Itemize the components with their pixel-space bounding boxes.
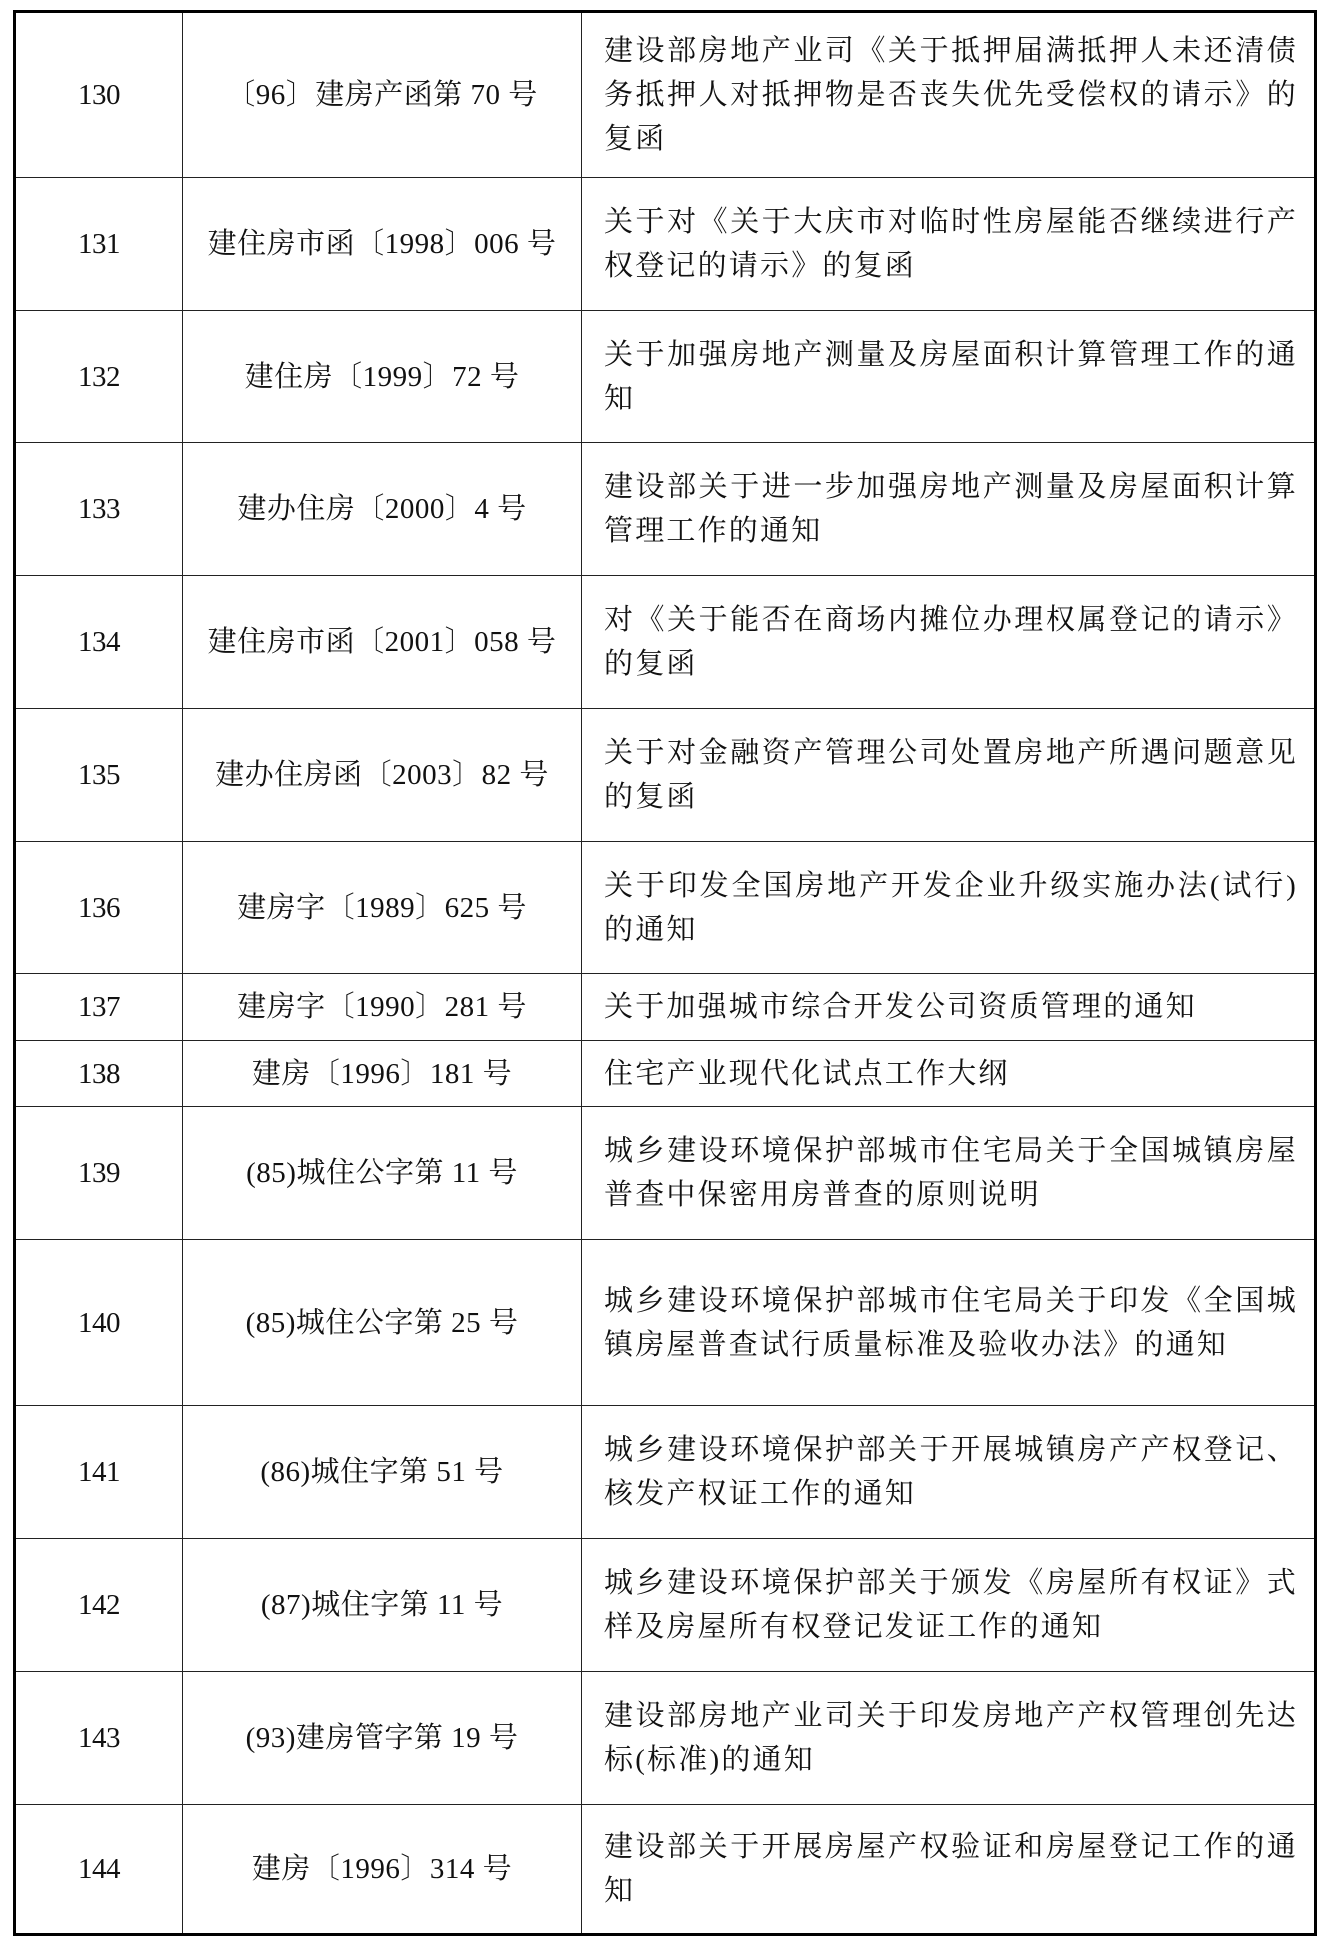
row-number: 137 — [15, 974, 183, 1041]
row-number: 131 — [15, 178, 183, 311]
document-title: 建设部关于开展房屋产权验证和房屋登记工作的通知 — [582, 1805, 1316, 1935]
table-row — [15, 311, 1316, 443]
table-body — [15, 12, 1316, 1935]
document-number: 建房〔1996〕314 号 — [183, 1805, 582, 1935]
document-title: 建设部关于进一步加强房地产测量及房屋面积计算管理工作的通知 — [582, 443, 1316, 576]
row-number: 140 — [15, 1240, 183, 1406]
document-title: 城乡建设环境保护部关于颁发《房屋所有权证》式样及房屋所有权登记发证工作的通知 — [582, 1539, 1316, 1672]
document-title: 关于印发全国房地产开发企业升级实施办法(试行)的通知 — [582, 842, 1316, 974]
document-number: 建房字〔1990〕281 号 — [183, 974, 582, 1041]
document-title: 城乡建设环境保护部关于开展城镇房产产权登记、核发产权证工作的通知 — [582, 1406, 1316, 1539]
table-row — [15, 178, 1316, 311]
regulations-table — [13, 10, 1317, 1936]
document-title: 建设部房地产业司《关于抵押届满抵押人未还清债务抵押人对抵押物是否丧失优先受偿权的请示》的复函 — [582, 12, 1316, 178]
document-title: 关于加强房地产测量及房屋面积计算管理工作的通知 — [582, 311, 1316, 443]
row-number: 130 — [15, 12, 183, 178]
table-row — [15, 443, 1316, 576]
document-number: (85)城住公字第 11 号 — [183, 1107, 582, 1240]
row-number: 144 — [15, 1805, 183, 1935]
row-number: 133 — [15, 443, 183, 576]
table-row — [15, 576, 1316, 709]
document-title: 建设部房地产业司关于印发房地产产权管理创先达标(标准)的通知 — [582, 1672, 1316, 1805]
document-title: 对《关于能否在商场内摊位办理权属登记的请示》的复函 — [582, 576, 1316, 709]
document-number: 建住房〔1999〕72 号 — [183, 311, 582, 443]
table-row — [15, 974, 1316, 1041]
document-title: 关于对《关于大庆市对临时性房屋能否继续进行产权登记的请示》的复函 — [582, 178, 1316, 311]
document-title: 城乡建设环境保护部城市住宅局关于全国城镇房屋普查中保密用房普查的原则说明 — [582, 1107, 1316, 1240]
row-number: 138 — [15, 1041, 183, 1107]
table-row — [15, 842, 1316, 974]
table-row — [15, 709, 1316, 842]
document-title: 关于对金融资产管理公司处置房地产所遇问题意见的复函 — [582, 709, 1316, 842]
table-row — [15, 1107, 1316, 1240]
document-number: 建房〔1996〕181 号 — [183, 1041, 582, 1107]
row-number: 142 — [15, 1539, 183, 1672]
document-number: 建房字〔1989〕625 号 — [183, 842, 582, 974]
table-row — [15, 1805, 1316, 1935]
document-title: 城乡建设环境保护部城市住宅局关于印发《全国城镇房屋普查试行质量标准及验收办法》的通知 — [582, 1240, 1316, 1406]
table-row — [15, 1672, 1316, 1805]
document-number: 建住房市函〔2001〕058 号 — [183, 576, 582, 709]
row-number: 141 — [15, 1406, 183, 1539]
document-number: (85)城住公字第 25 号 — [183, 1240, 582, 1406]
document-number: 建办住房函〔2003〕82 号 — [183, 709, 582, 842]
document-number: (93)建房管字第 19 号 — [183, 1672, 582, 1805]
table-row — [15, 1240, 1316, 1406]
document-title: 关于加强城市综合开发公司资质管理的通知 — [582, 974, 1316, 1041]
row-number: 143 — [15, 1672, 183, 1805]
row-number: 134 — [15, 576, 183, 709]
table-row — [15, 1539, 1316, 1672]
table-row — [15, 1406, 1316, 1539]
document-number: 〔96〕建房产函第 70 号 — [183, 12, 582, 178]
document-number: (87)城住字第 11 号 — [183, 1539, 582, 1672]
row-number: 139 — [15, 1107, 183, 1240]
row-number: 132 — [15, 311, 183, 443]
row-number: 135 — [15, 709, 183, 842]
row-number: 136 — [15, 842, 183, 974]
document-title: 住宅产业现代化试点工作大纲 — [582, 1041, 1316, 1107]
document-number: 建办住房〔2000〕4 号 — [183, 443, 582, 576]
table-row — [15, 1041, 1316, 1107]
document-number: 建住房市函〔1998〕006 号 — [183, 178, 582, 311]
table-row — [15, 12, 1316, 178]
document-number: (86)城住字第 51 号 — [183, 1406, 582, 1539]
